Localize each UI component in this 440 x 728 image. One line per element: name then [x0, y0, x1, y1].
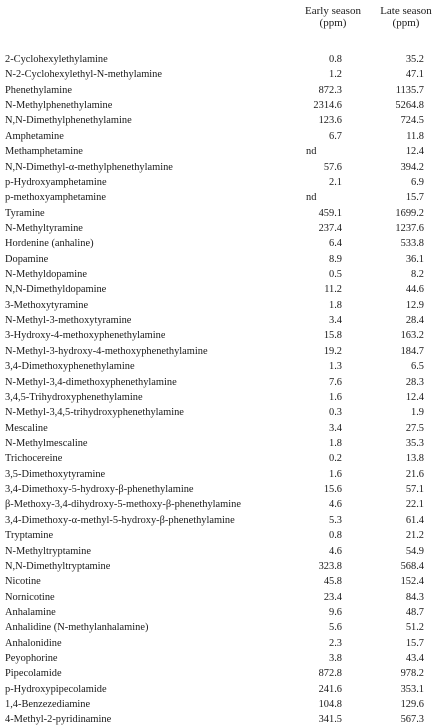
- early-season-value: 323.8: [318, 560, 342, 572]
- table-row: [0, 497, 440, 512]
- compound-name: Anhalidine (N-methylanhalamine): [5, 622, 149, 634]
- late-season-value: 57.1: [405, 484, 424, 496]
- table-row: [0, 160, 440, 175]
- table-row: [0, 421, 440, 436]
- early-season-value: 3.4: [329, 315, 342, 327]
- compound-name: N-Methyldopamine: [5, 269, 87, 281]
- compound-name: Phenethylamine: [5, 84, 72, 96]
- table-row: [0, 712, 440, 727]
- early-season-value: 872.8: [318, 668, 342, 680]
- late-season-value: 12.4: [405, 146, 424, 158]
- table-row: [0, 83, 440, 98]
- early-season-value: 237.4: [318, 222, 342, 234]
- late-season-value: 47.1: [405, 69, 424, 81]
- compound-name: N-Methyl-3-hydroxy-4-methoxyphenethylamine: [5, 345, 208, 357]
- late-season-value: 35.3: [405, 437, 424, 449]
- table-row: [0, 328, 440, 343]
- late-season-value: 184.7: [400, 345, 424, 357]
- late-season-value: 27.5: [405, 422, 424, 434]
- table-row: [0, 221, 440, 236]
- early-season-value: 1.3: [329, 361, 342, 373]
- late-season-value: 15.7: [405, 637, 424, 649]
- table-row: [0, 390, 440, 405]
- early-season-value: 5.3: [329, 514, 342, 526]
- compound-name: Nornicotine: [5, 591, 55, 603]
- early-season-value: 1.2: [329, 69, 342, 81]
- early-season-value: 872.3: [318, 84, 342, 96]
- early-season-value: 1.8: [329, 437, 342, 449]
- table-body: [0, 52, 440, 728]
- compound-name: Dopamine: [5, 253, 49, 265]
- compound-name: Hordenine (anhaline): [5, 238, 94, 250]
- late-season-value: 48.7: [405, 606, 424, 618]
- early-season-value: 241.6: [318, 683, 342, 695]
- table-row: [0, 636, 440, 651]
- early-season-value: 45.8: [323, 576, 342, 588]
- early-season-value: nd: [306, 146, 317, 158]
- compound-name: p-Hydroxyamphetamine: [5, 176, 107, 188]
- late-season-label: Late season: [380, 5, 432, 17]
- table-row: [0, 697, 440, 712]
- compound-name: Trichocereine: [5, 453, 63, 465]
- late-season-value: 8.2: [411, 269, 424, 281]
- late-season-value: 567.3: [400, 714, 424, 726]
- compound-name: N-Methyl-3-methoxytyramine: [5, 315, 132, 327]
- table-row: [0, 451, 440, 466]
- early-season-value: 8.9: [329, 253, 342, 265]
- compound-name: N-Methylphenethylamine: [5, 100, 113, 112]
- late-season-value: 11.8: [406, 130, 424, 142]
- late-season-value: 533.8: [400, 238, 424, 250]
- table-row: [0, 651, 440, 666]
- compound-name: N-2-Cyclohexylethyl-N-methylamine: [5, 69, 162, 81]
- late-season-value: 12.9: [405, 299, 424, 311]
- early-season-value: 3.4: [329, 422, 342, 434]
- late-season-value: 6.9: [411, 176, 424, 188]
- early-season-value: 1.8: [329, 299, 342, 311]
- late-season-header: [373, 5, 439, 29]
- late-season-value: 28.3: [405, 376, 424, 388]
- table-row: [0, 67, 440, 82]
- compound-name: N-Methyl-3,4-dimethoxyphenethylamine: [5, 376, 177, 388]
- early-season-value: 0.2: [329, 453, 342, 465]
- compound-name: N-Methyl-3,4,5-trihydroxyphenethylamine: [5, 407, 184, 419]
- early-season-value: 6.4: [329, 238, 342, 250]
- compound-name: 3,4-Dimethoxy-α-methyl-5-hydroxy-β-phenethylamine: [5, 514, 235, 526]
- late-season-value: 129.6: [400, 699, 424, 711]
- table-row: [0, 620, 440, 635]
- late-season-value: 1699.2: [395, 207, 424, 219]
- compound-name: Pipecolamide: [5, 668, 62, 680]
- table-row: [0, 544, 440, 559]
- compound-name: 3,5-Dimethoxytyramine: [5, 468, 106, 480]
- compound-name: p-methoxyamphetamine: [5, 192, 106, 204]
- early-season-value: 57.6: [323, 161, 342, 173]
- late-season-value: 152.4: [400, 576, 424, 588]
- table-row: [0, 298, 440, 313]
- table-row: [0, 313, 440, 328]
- table-row: [0, 559, 440, 574]
- compound-name: Mescaline: [5, 422, 48, 434]
- compound-name: N-Methyltryptamine: [5, 545, 91, 557]
- compound-name: N,N-Dimethyltryptamine: [5, 560, 111, 572]
- compound-name: Tryptamine: [5, 530, 54, 542]
- late-season-value: 51.2: [405, 622, 424, 634]
- table-row: [0, 666, 440, 681]
- late-season-value: 6.5: [411, 361, 424, 373]
- compound-name: Anhalamine: [5, 606, 56, 618]
- table-row: [0, 528, 440, 543]
- early-season-value: 0.5: [329, 269, 342, 281]
- early-season-value: 3.8: [329, 653, 342, 665]
- table-row: [0, 129, 440, 144]
- compound-name: N,N-Dimethyl-α-methylphenethylamine: [5, 161, 173, 173]
- compound-name: Nicotine: [5, 576, 41, 588]
- late-season-value: 978.2: [400, 668, 424, 680]
- table-row: [0, 52, 440, 67]
- early-season-label: Early season: [305, 5, 361, 17]
- table-row: [0, 467, 440, 482]
- table-row: [0, 144, 440, 159]
- compound-name: N-Methyltyramine: [5, 222, 83, 234]
- compound-name: 3,4-Dimethoxy-5-hydroxy-β-phenethylamine: [5, 484, 194, 496]
- late-season-value: 1135.7: [395, 84, 424, 96]
- late-season-value: 724.5: [400, 115, 424, 127]
- table-row: [0, 282, 440, 297]
- table-row: [0, 206, 440, 221]
- early-season-value: 459.1: [318, 207, 342, 219]
- compound-name: Methamphetamine: [5, 146, 83, 158]
- table-row: [0, 252, 440, 267]
- late-season-value: 35.2: [405, 54, 424, 65]
- compound-name: β-Methoxy-3,4-dihydroxy-5-methoxy-β-phenethylamine: [5, 499, 241, 511]
- late-season-value: 44.6: [405, 284, 424, 296]
- late-season-value: 28.4: [405, 315, 424, 327]
- early-season-value: 1.6: [329, 391, 342, 403]
- late-season-value: 163.2: [400, 330, 424, 342]
- late-season-value: 13.8: [405, 453, 424, 465]
- late-season-value: 21.2: [405, 530, 424, 542]
- table-row: [0, 605, 440, 620]
- early-season-value: 0.8: [329, 530, 342, 542]
- table-row: [0, 175, 440, 190]
- early-season-value: 15.8: [323, 330, 342, 342]
- compound-name: 1,4-Benzezediamine: [5, 699, 91, 711]
- early-season-value: 4.6: [329, 499, 342, 511]
- table-row: [0, 98, 440, 113]
- early-season-value: 1.6: [329, 468, 342, 480]
- table-row: [0, 190, 440, 205]
- early-season-value: 341.5: [318, 714, 342, 726]
- late-season-value: 84.3: [405, 591, 424, 603]
- compound-name: 2-Cyclohexylethylamine: [5, 54, 108, 65]
- compound-name: Amphetamine: [5, 130, 64, 142]
- table-row: [0, 682, 440, 697]
- early-season-value: 104.8: [318, 699, 342, 711]
- late-season-value: 394.2: [400, 161, 424, 173]
- compound-name: Tyramine: [5, 207, 45, 219]
- late-season-value: 1237.6: [395, 222, 424, 234]
- early-season-value: 15.6: [323, 484, 342, 496]
- compound-name: N,N-Dimethyldopamine: [5, 284, 107, 296]
- table-row: [0, 344, 440, 359]
- table-row: [0, 574, 440, 589]
- table-header: [0, 5, 440, 35]
- compound-name: 3-Hydroxy-4-methoxyphenethylamine: [5, 330, 166, 342]
- early-season-value: 4.6: [329, 545, 342, 557]
- early-season-value: 0.8: [329, 54, 342, 65]
- late-season-value: 61.4: [405, 514, 424, 526]
- compound-name: 4-Methyl-2-pyridinamine: [5, 714, 112, 726]
- late-season-value: 15.7: [405, 192, 424, 204]
- late-season-unit: (ppm): [392, 17, 420, 29]
- compound-name: p-Hydroxypipecolamide: [5, 683, 107, 695]
- table-row: [0, 267, 440, 282]
- early-season-value: 5.6: [329, 622, 342, 634]
- compound-name: N-Methylmescaline: [5, 437, 88, 449]
- compound-name: 3,4-Dimethoxyphenethylamine: [5, 361, 135, 373]
- table-row: [0, 513, 440, 528]
- early-season-value: 123.6: [318, 115, 342, 127]
- late-season-value: 1.9: [411, 407, 424, 419]
- table-row: [0, 236, 440, 251]
- early-season-value: 6.7: [329, 130, 342, 142]
- late-season-value: 43.4: [405, 653, 424, 665]
- early-season-value: 23.4: [323, 591, 342, 603]
- late-season-value: 568.4: [400, 560, 424, 572]
- compound-name: 3,4,5-Trihydroxyphenethylamine: [5, 391, 143, 403]
- late-season-value: 22.1: [405, 499, 424, 511]
- table-row: [0, 482, 440, 497]
- early-season-value: nd: [306, 192, 317, 204]
- early-season-unit: (ppm): [319, 17, 347, 29]
- compound-name: Anhalonidine: [5, 637, 62, 649]
- early-season-value: 0.3: [329, 407, 342, 419]
- late-season-value: 353.1: [400, 683, 424, 695]
- early-season-value: 2.1: [329, 176, 342, 188]
- compound-name: N,N-Dimethylphenethylamine: [5, 115, 132, 127]
- early-season-value: 11.2: [324, 284, 342, 296]
- table-row: [0, 359, 440, 374]
- early-season-value: 7.6: [329, 376, 342, 388]
- late-season-value: 21.6: [405, 468, 424, 480]
- late-season-value: 36.1: [405, 253, 424, 265]
- late-season-value: 12.4: [405, 391, 424, 403]
- late-season-value: 5264.8: [395, 100, 424, 112]
- compound-name: 3-Methoxytyramine: [5, 299, 89, 311]
- early-season-value: 19.2: [323, 345, 342, 357]
- early-season-value: 2314.6: [313, 100, 342, 112]
- table-row: [0, 590, 440, 605]
- early-season-value: 9.6: [329, 606, 342, 618]
- table-row: [0, 375, 440, 390]
- table-row: [0, 436, 440, 451]
- table-row: [0, 113, 440, 128]
- late-season-value: 54.9: [405, 545, 424, 557]
- compound-name: Peyophorine: [5, 653, 58, 665]
- table-row: [0, 405, 440, 420]
- early-season-header: [303, 5, 363, 29]
- early-season-value: 2.3: [329, 637, 342, 649]
